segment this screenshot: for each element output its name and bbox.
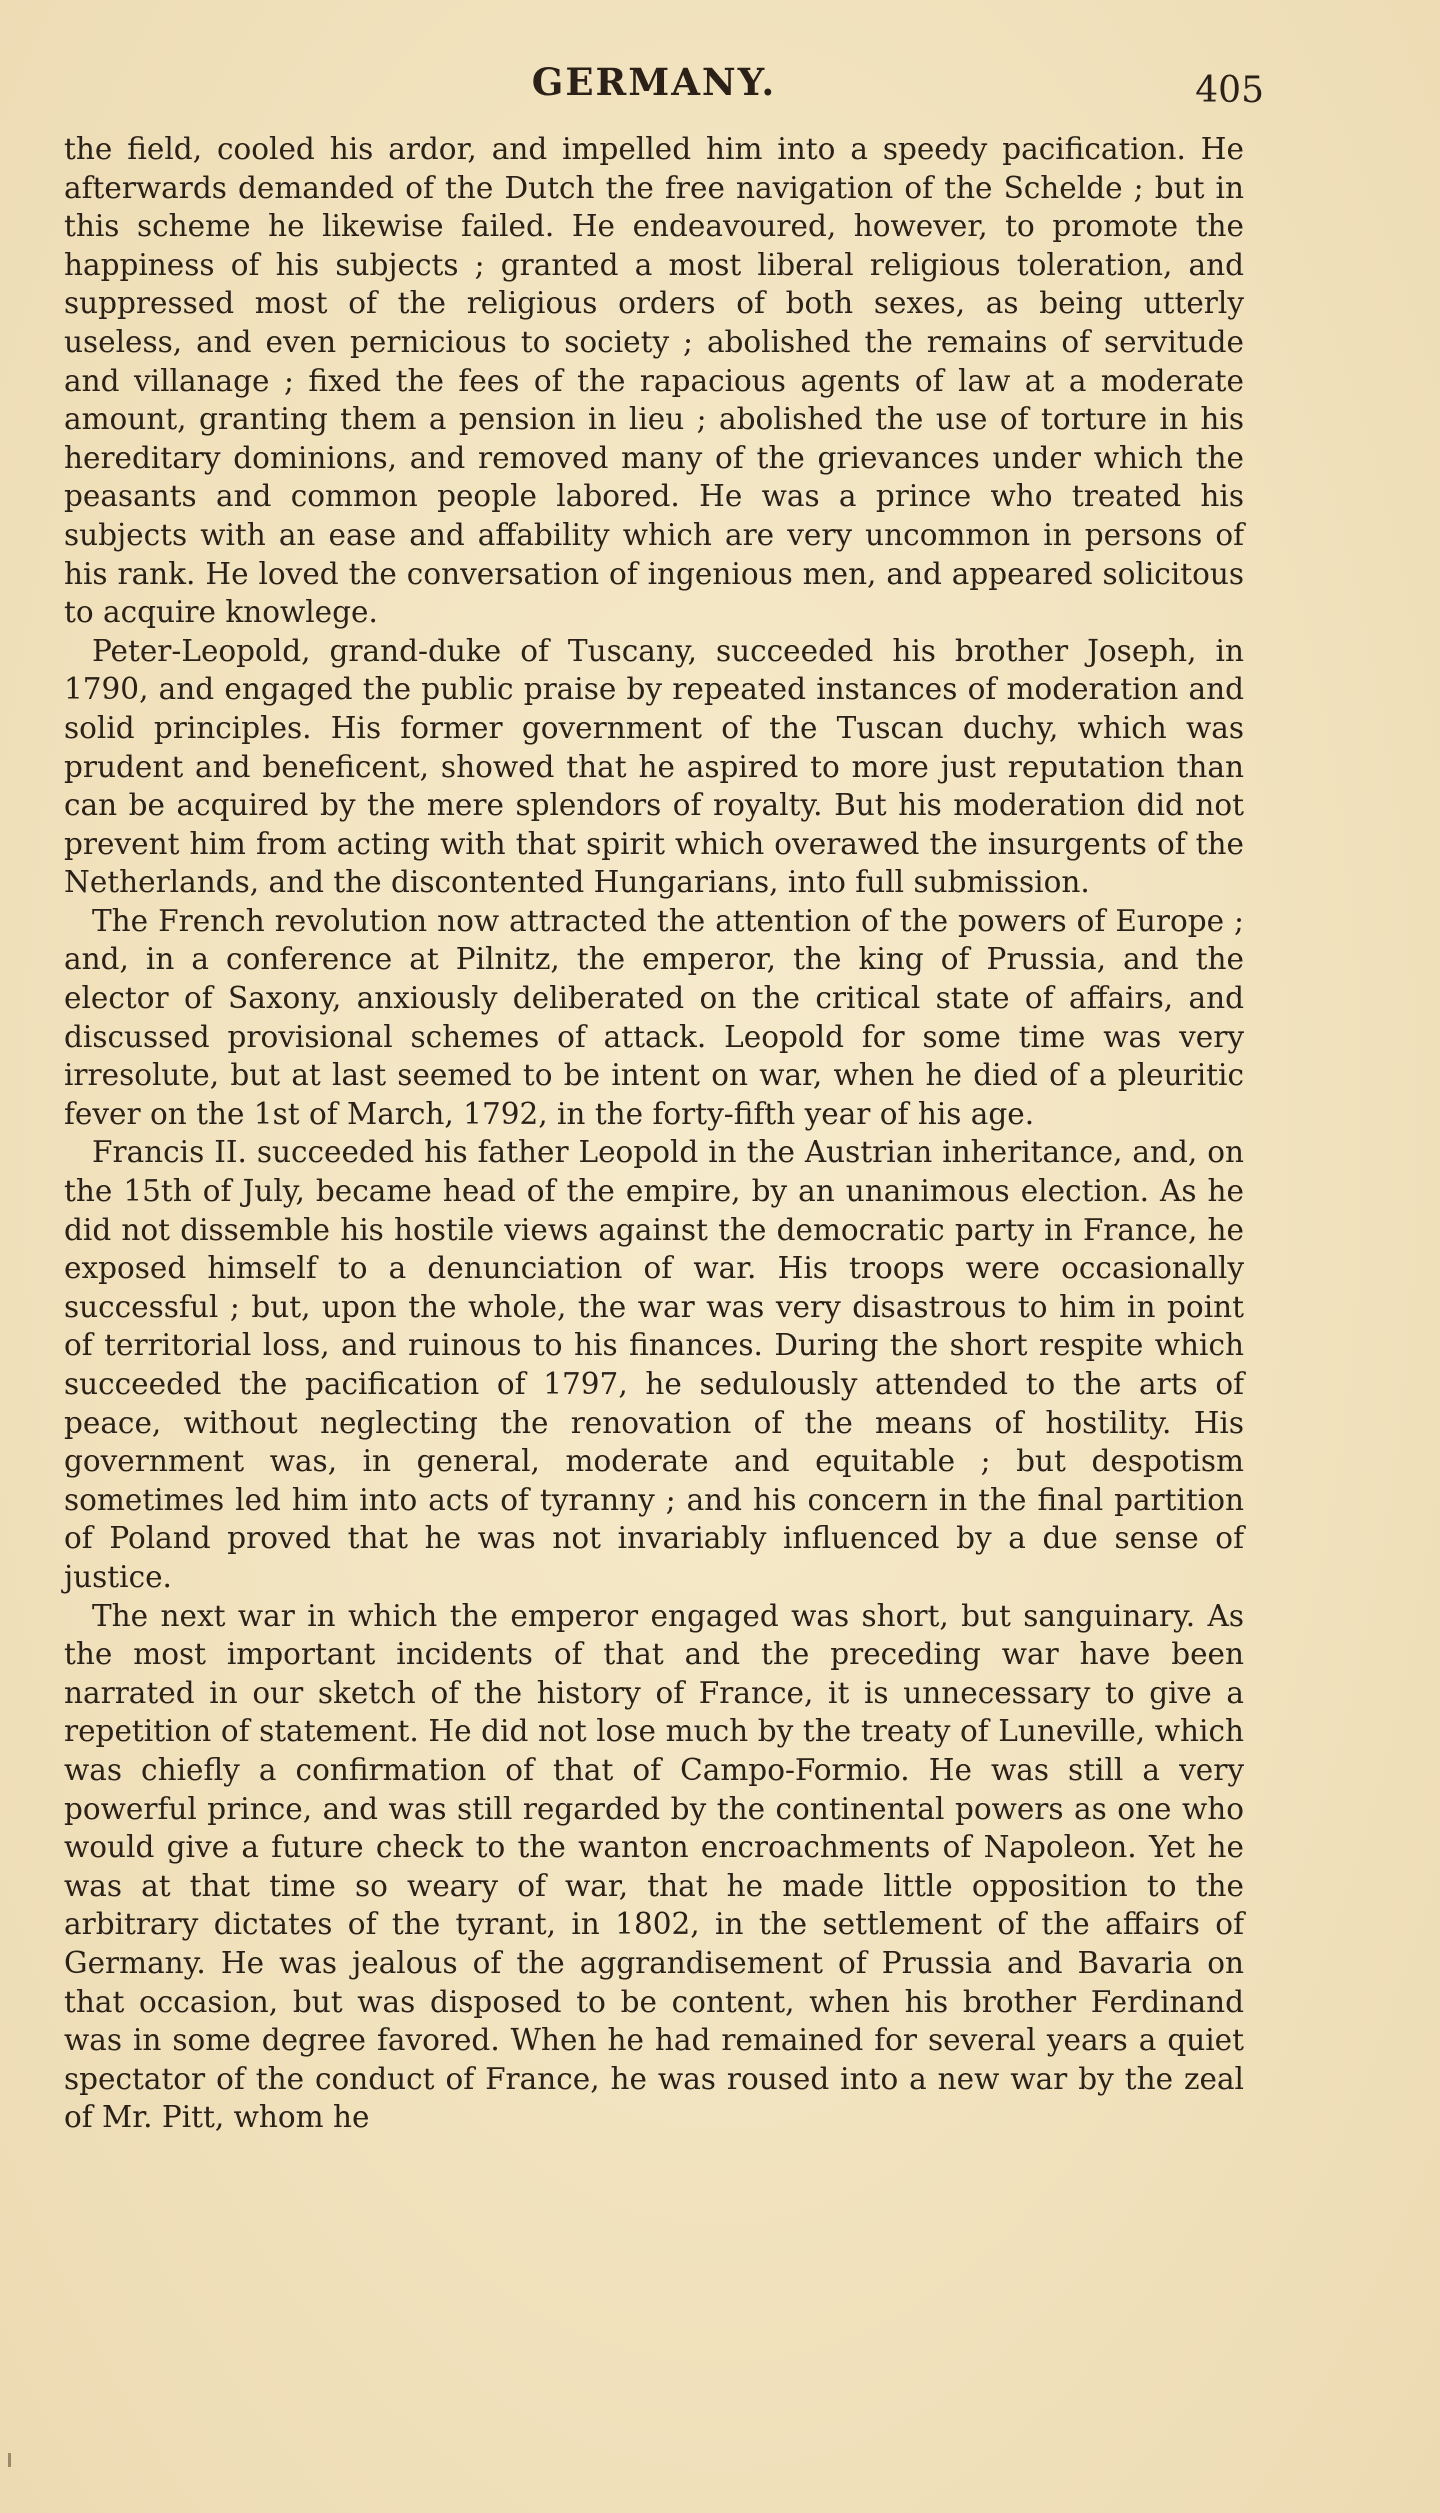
paragraph-continued: the field, cooled his ardor, and impelled him into a speedy pacification. He afterwards demanded of the Dutch the free navigation of the Schelde ; but in this scheme he likewise failed. He endeavoured, however, to promote the happiness of his subjects ; granted a most liberal religious toleration, and suppressed most of the religious orders of both sexes, as being utterly useless, and even pernicious to society ; abolished the remains of servitude and villanage ; fixed the fees of the rapacious agents of law at a moderate amount, granting them a pension in lieu ; abolished the use of torture in his hereditary dominions, and removed many of the grievances under which the peasants and common people labored. He was a prince who treated his subjects with an ease and affability which are very uncommon in persons of his rank. He loved the conversation of ingenious men, and appeared solicitous to acquire knowlege. <box>64 132 1244 630</box>
page-number: 405 <box>1195 70 1264 111</box>
margin-mark <box>8 2453 11 2467</box>
page-title: GERMANY. <box>531 60 777 104</box>
paragraph-next-war: The next war in which the emperor engaged was short, but sanguinary. As the most important incidents of that and the preceding war have been narrated in our sketch of the history of France, it is unnecessary to give a repetition of statement. He did not lose much by the treaty of Luneville, which was chiefly a confirmation of that of Campo-Formio. He was still a very powerful prince, and was still regarded by the continental powers as one who would give a future check to the wanton encroachments of Napoleon. Yet he was at that time so weary of war, that he made little opposition to the arbitrary dictates of the tyrant, in 1802, in the settlement of the affairs of Germany. He was jealous of the aggrandisement of Prussia and Bavaria on that occasion, but was disposed to be content, when his brother Ferdinand was in some degree favored. When he had remained for several years a quiet spectator of the conduct of France, he was roused into a new war by the zeal of Mr. Pitt, whom he <box>64 1598 1244 2135</box>
paragraph-peter-leopold: Peter-Leopold, grand-duke of Tuscany, succeeded his brother Joseph, in 1790, and engaged the public praise by repeated instances of moderation and solid principles. His former government of the Tuscan duchy, which was prudent and beneficent, showed that he aspired to more just reputation than can be acquired by the mere splendors of royalty. But his moderation did not prevent him from acting with that spirit which overawed the insurgents of the Netherlands, and the discontented Hungarians, into full submission. <box>64 633 1244 900</box>
body-text <box>64 130 1244 2137</box>
book-page <box>64 60 1264 2137</box>
paragraph-french-revolution: The French revolution now attracted the attention of the powers of Europe ; and, in a conference at Pilnitz, the emperor, the king of Prussia, and the elector of Saxony, anxiously deliberated on the critical state of affairs, and discussed provisional schemes of attack. Leopold for some time was very irresolute, but at last seemed to be intent on war, when he died of a pleuritic fever on the 1st of March, 1792, in the forty-fifth year of his age. <box>64 903 1244 1131</box>
running-head <box>64 60 1264 120</box>
paragraph-francis-ii: Francis II. succeeded his father Leopold in the Austrian inheritance, and, on the 15th of July, became head of the empire, by an unanimous election. As he did not dissemble his hostile views against the democratic party in France, he exposed himself to a denunciation of war. His troops were occasionally successful ; but, upon the whole, the war was very disastrous to him in point of territorial loss, and ruinous to his finances. During the short respite which succeeded the pacification of 1797, he sedulously attended to the arts of peace, without neglecting the renovation of the means of hostility. His government was, in general, moderate and equitable ; but despotism sometimes led him into acts of tyranny ; and his concern in the final partition of Poland proved that he was not invariably influenced by a due sense of justice. <box>64 1135 1244 1594</box>
